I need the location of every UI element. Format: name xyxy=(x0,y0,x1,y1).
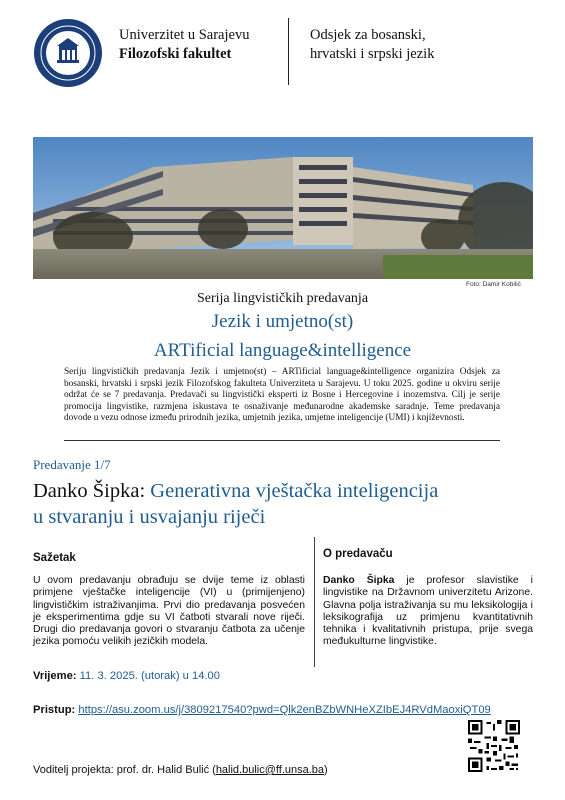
access xyxy=(33,704,491,716)
photo-credit: Foto: Damir Kobilić xyxy=(466,281,521,288)
lecture-title-line-2: u stvaranju i usvajanju riječi xyxy=(33,506,266,528)
abstract-text: U ovom predavanju obrađuju se dvije teme iz oblasti primjene vještačke inteligencije (VI) u (primijenjeno) lingvističkim istraživanjima. Prvi dio predavanja posvećen je eksperimentima gdje su VI čatboti stvarali nove riječi. Drugi dio predavanja govori o stvaranju čatbota za učenje jezika pomoću velikih jezičkih modela. xyxy=(33,575,305,648)
project-lead-label: Voditelj projekta: prof. dr. Halid Bulić ( xyxy=(33,764,216,776)
department-line-1: Odsjek za bosanski, xyxy=(310,27,426,43)
column-divider xyxy=(314,537,315,667)
series-label: Serija lingvističkih predavanja xyxy=(196,291,369,306)
schedule-label: Vrijeme: xyxy=(33,670,77,682)
department-block xyxy=(310,26,434,64)
zoom-link[interactable]: https://asu.zoom.us/j/3809217540?pwd=Qlk2enBZbWNHeXZIbEJ4RVdMaoxiQT09 xyxy=(78,704,491,716)
series-title-line-2: ARTificial language&intelligence xyxy=(153,340,412,361)
abstract-heading: Sažetak xyxy=(33,552,76,564)
lecture-number: Predavanje 1/7 xyxy=(33,457,111,472)
intro-divider xyxy=(64,440,500,441)
university-name-block xyxy=(119,26,249,64)
qr-code[interactable] xyxy=(468,720,520,772)
footer xyxy=(33,764,328,776)
about-heading: O predavaču xyxy=(323,548,393,560)
lecture-speaker: Danko Šipka: xyxy=(33,480,146,502)
project-lead-email[interactable]: halid.bulic@ff.unsa.ba xyxy=(215,764,325,776)
header-divider xyxy=(288,18,289,85)
schedule xyxy=(33,670,220,682)
speaker-name: Danko Šipka xyxy=(323,575,395,586)
series-intro: Seriju lingvističkih predavanja Jezik i umjetno(st) – ARTificial language&intelligence organizira Odsjek za bosanski, hrvatski i srpski jezik Filozofskog fakulteta Univerziteta u Sarajevu. U toku 2025. godine u okviru serije održat će se 7 predavanja. Predavači su lingvistički eksperti iz Bosne i Hercegovine i inozemstva. Cilj je serije promocija lingvistike, razmjena iskustava te osnaživanje međunarodne akademske saradnje. Teme predavanja dovode u vezu odnose između prirodnih jezika, umjetnih jezika, umjetne inteligencije (UMI) i književnosti. xyxy=(64,367,500,423)
schedule-value: 11. 3. 2025. (utorak) u 14.00 xyxy=(79,670,220,682)
faculty-name: Filozofski fakultet xyxy=(119,46,232,62)
department-line-2: hrvatski i srpski jezik xyxy=(310,46,435,62)
faculty-building-photo xyxy=(33,137,533,279)
lecture-title-line-1: Generativna vještačka inteligencija xyxy=(145,480,439,502)
series-title-line-1: Jezik i umjetno(st) xyxy=(211,311,354,332)
lecture-title xyxy=(33,478,533,530)
access-label: Pristup: xyxy=(33,704,76,716)
university-name: Univerzitet u Sarajevu xyxy=(119,27,250,43)
speaker-bio: je profesor slavistike i lingvistike na Državnom univerzitetu Arizone. Glavna polja istraživanja su mu leksikologija i leksikografija uz primjenu kvantitativnih tehnika i kvalitativnih pristupa, prije svega međukulturne lingvistike. xyxy=(323,575,533,648)
university-seal-logo xyxy=(33,18,103,88)
about-text xyxy=(323,575,533,649)
footer-close: ) xyxy=(324,764,328,776)
